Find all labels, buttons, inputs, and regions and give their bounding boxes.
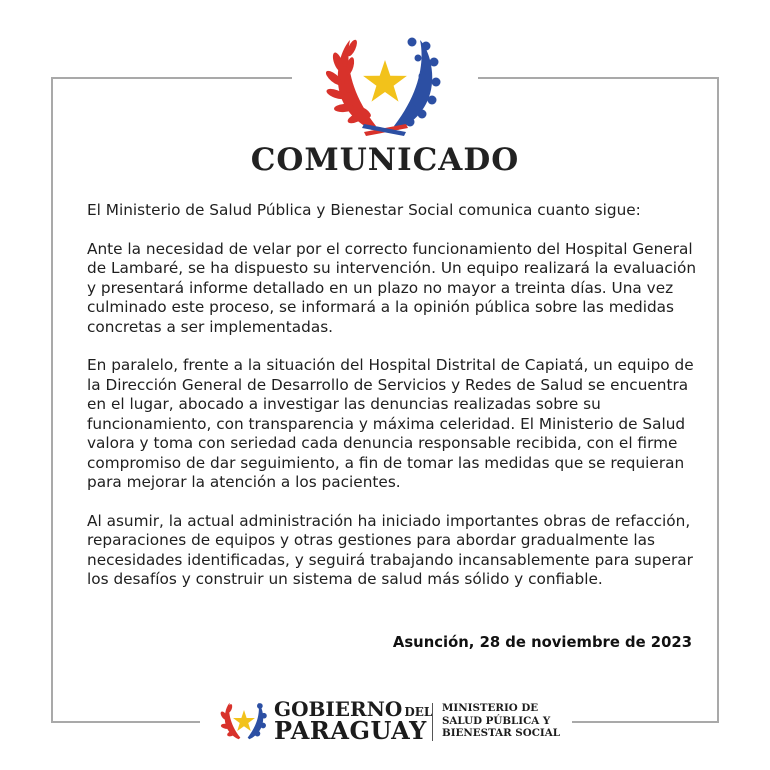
document-body bbox=[87, 201, 697, 609]
footer-divider bbox=[432, 703, 433, 741]
signoff-date: Asunción, 28 de noviembre de 2023 bbox=[392, 634, 692, 651]
administration-paragraph: Al asumir, la actual administración ha iniciado importantes obras de refacción, reparaciones de equipos y otras gestiones para abordar gradualmente las necesidades identificadas, y seguirá trabajando incansablemente para superar los desafíos y construir un sistema de salud más sólido y confiable. bbox=[87, 511, 693, 588]
ministry-name bbox=[442, 702, 582, 740]
capiata-paragraph: En paralelo, frente a la situación del Hospital Distrital de Capiatá, un equipo de la Dirección General de Desarrollo de Servicios y Redes de Salud se encuentra en el lugar, abocado a investigar las denuncias realizadas sobre su funcionamiento, con transparencia y máxima celeridad. El Ministerio de Salud valora y toma con seriedad cada denuncia responsable recibida, con el firme compromiso de dar seguimiento, a fin de tomar las medidas que se requieran para mejorar la atención a los pacientes. bbox=[87, 356, 694, 491]
lambare-paragraph: Ante la necesidad de velar por el correcto funcionamiento del Hospital General de Lambaré, se ha dispuesto su intervención. Un equipo realizará la evaluación y presentará informe detallado en un plazo no mayor a treinta días. Una vez culminado este proceso, se informará a la opinión pública sobre las medidas concretas a ser implementadas. bbox=[87, 239, 697, 336]
ministry-line-2: SALUD PÚBLICA Y bbox=[442, 714, 551, 727]
gobierno-text: GOBIERNO DEL bbox=[274, 697, 433, 721]
paraguay-seal-icon bbox=[326, 32, 444, 138]
ministry-line-1: MINISTERIO DE bbox=[442, 702, 539, 714]
intro-paragraph: El Ministerio de Salud Pública y Bienestar Social comunica cuanto sigue: bbox=[87, 201, 641, 219]
document-title: COMUNICADO bbox=[250, 142, 520, 178]
paraguay-text: PARAGUAY bbox=[274, 716, 427, 745]
ministry-line-3: BIENESTAR SOCIAL bbox=[442, 727, 560, 739]
paraguay-seal-icon bbox=[220, 699, 268, 743]
footer-logo bbox=[220, 697, 580, 745]
